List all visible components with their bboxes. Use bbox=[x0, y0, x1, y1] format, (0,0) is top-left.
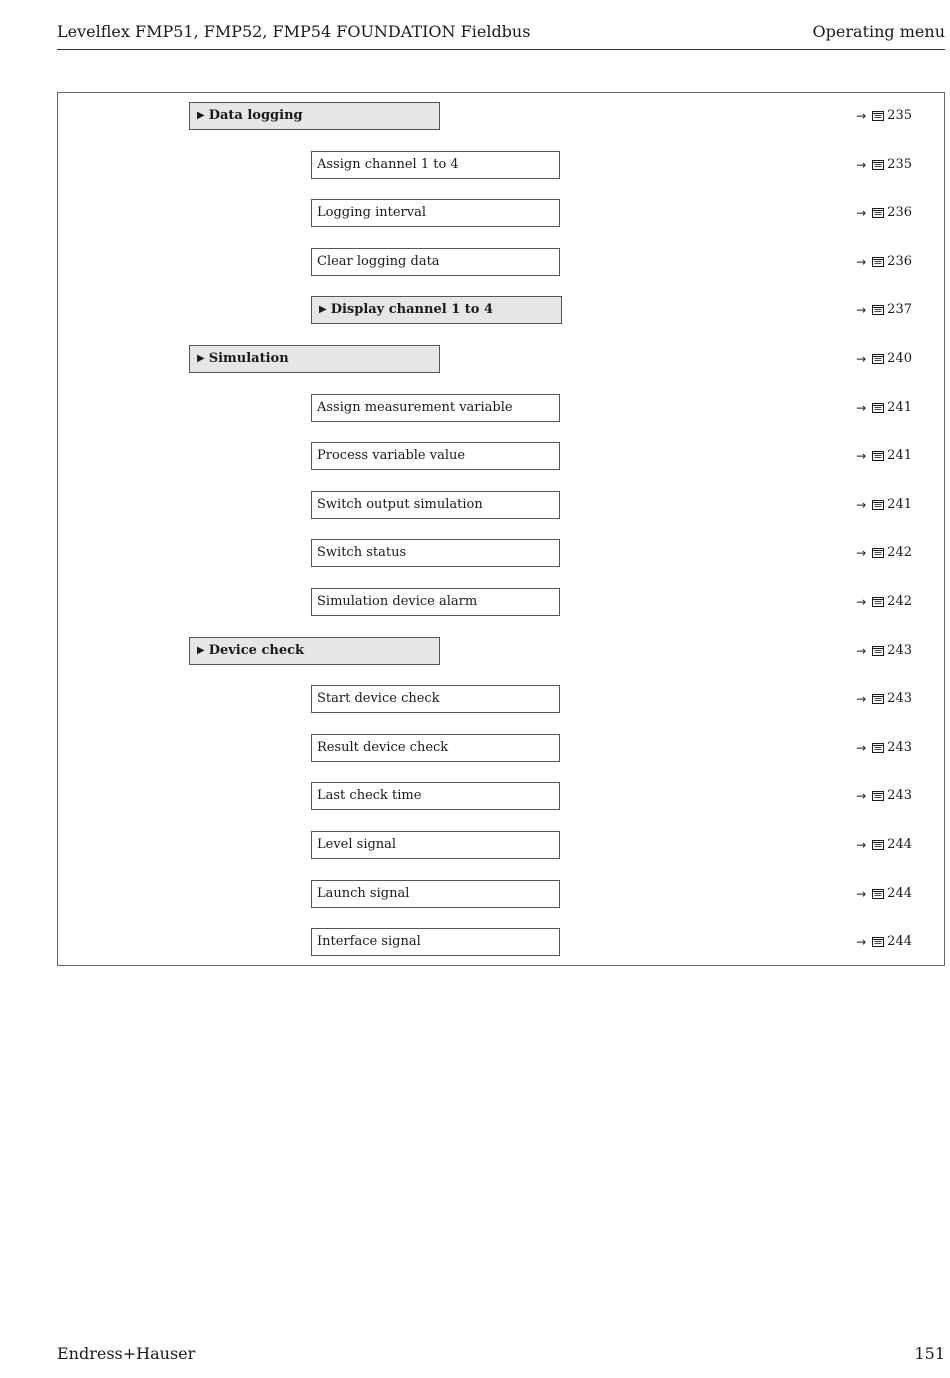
menu-item-label: Process variable value bbox=[317, 448, 466, 463]
parameter-box[interactable] bbox=[311, 928, 560, 956]
page-reference[interactable] bbox=[856, 685, 912, 713]
arrow-right-icon: → bbox=[856, 887, 867, 901]
parameter-box[interactable] bbox=[311, 685, 560, 713]
page-reference-number: 244 bbox=[887, 934, 912, 949]
book-icon bbox=[872, 160, 884, 170]
arrow-right-icon: → bbox=[856, 789, 867, 803]
arrow-right-icon: → bbox=[856, 303, 867, 317]
menu-item-label: Simulation device alarm bbox=[317, 594, 478, 609]
parameter-box[interactable] bbox=[311, 491, 560, 519]
book-icon bbox=[872, 257, 884, 267]
menu-row bbox=[58, 491, 944, 521]
arrow-right-icon: → bbox=[856, 595, 867, 609]
triangle-right-icon: ▶ bbox=[319, 304, 327, 315]
page-reference-number: 237 bbox=[887, 302, 912, 317]
menu-item-label: Start device check bbox=[317, 691, 440, 706]
page-reference[interactable] bbox=[856, 345, 912, 373]
menu-item-label: Result device check bbox=[317, 740, 449, 755]
arrow-right-icon: → bbox=[856, 109, 867, 123]
menu-item-label: Logging interval bbox=[317, 205, 427, 220]
menu-row bbox=[58, 102, 944, 132]
arrow-right-icon: → bbox=[856, 935, 867, 949]
menu-row bbox=[58, 151, 944, 181]
page-reference[interactable] bbox=[856, 831, 912, 859]
page-reference-number: 244 bbox=[887, 837, 912, 852]
menu-item-label: Simulation bbox=[208, 351, 289, 366]
triangle-right-icon: ▶ bbox=[197, 110, 205, 121]
page-reference-number: 236 bbox=[887, 205, 912, 220]
page-reference-number: 242 bbox=[887, 545, 912, 560]
page-reference[interactable] bbox=[856, 394, 912, 422]
book-icon bbox=[872, 840, 884, 850]
parameter-box[interactable] bbox=[311, 199, 560, 227]
arrow-right-icon: → bbox=[856, 206, 867, 220]
menu-row bbox=[58, 248, 944, 278]
menu-row bbox=[58, 539, 944, 569]
arrow-right-icon: → bbox=[856, 158, 867, 172]
menu-row bbox=[58, 880, 944, 910]
menu-item-label: Switch output simulation bbox=[317, 497, 483, 512]
book-icon bbox=[872, 305, 884, 315]
menu-item-label: Launch signal bbox=[317, 886, 410, 901]
book-icon bbox=[872, 403, 884, 413]
parameter-box[interactable] bbox=[311, 588, 560, 616]
menu-item-label: Interface signal bbox=[317, 934, 421, 949]
page-reference[interactable] bbox=[856, 539, 912, 567]
page-reference[interactable] bbox=[856, 296, 912, 324]
page-reference-number: 244 bbox=[887, 886, 912, 901]
page-reference-number: 243 bbox=[887, 691, 912, 706]
submenu-box[interactable] bbox=[189, 345, 440, 373]
page-reference[interactable] bbox=[856, 102, 912, 130]
menu-item-label: Assign channel 1 to 4 bbox=[317, 157, 459, 172]
menu-row bbox=[58, 199, 944, 229]
book-icon bbox=[872, 646, 884, 656]
page-reference-number: 241 bbox=[887, 400, 912, 415]
book-icon bbox=[872, 208, 884, 218]
menu-item-label: Device check bbox=[208, 643, 305, 658]
arrow-right-icon: → bbox=[856, 255, 867, 269]
menu-item-label: Last check time bbox=[317, 788, 422, 803]
menu-row bbox=[58, 928, 944, 958]
book-icon bbox=[872, 500, 884, 510]
book-icon bbox=[872, 111, 884, 121]
page-reference[interactable] bbox=[856, 588, 912, 616]
book-icon bbox=[872, 597, 884, 607]
menu-item-label: Data logging bbox=[208, 108, 303, 123]
menu-item-label: Switch status bbox=[317, 545, 407, 560]
menu-row bbox=[58, 442, 944, 472]
page-reference-number: 241 bbox=[887, 448, 912, 463]
page-reference[interactable] bbox=[856, 199, 912, 227]
arrow-right-icon: → bbox=[856, 498, 867, 512]
parameter-box[interactable] bbox=[311, 782, 560, 810]
book-icon bbox=[872, 743, 884, 753]
menu-item-label: Clear logging data bbox=[317, 254, 440, 269]
arrow-right-icon: → bbox=[856, 838, 867, 852]
page-reference-number: 243 bbox=[887, 740, 912, 755]
page-reference[interactable] bbox=[856, 782, 912, 810]
triangle-right-icon: ▶ bbox=[197, 645, 205, 656]
document-title: Levelflex FMP51, FMP52, FMP54 FOUNDATION Fieldbus bbox=[57, 22, 531, 41]
page-reference[interactable] bbox=[856, 491, 912, 519]
page-reference-number: 243 bbox=[887, 643, 912, 658]
menu-row bbox=[58, 296, 944, 326]
book-icon bbox=[872, 889, 884, 899]
page-reference[interactable] bbox=[856, 151, 912, 179]
page-reference-number: 236 bbox=[887, 254, 912, 269]
parameter-box[interactable] bbox=[311, 831, 560, 859]
parameter-box[interactable] bbox=[311, 734, 560, 762]
arrow-right-icon: → bbox=[856, 741, 867, 755]
page-reference[interactable] bbox=[856, 734, 912, 762]
menu-item-label: Assign measurement variable bbox=[317, 400, 513, 415]
page-reference-number: 241 bbox=[887, 497, 912, 512]
page-number: 151 bbox=[914, 1344, 945, 1363]
page-reference[interactable] bbox=[856, 928, 912, 956]
parameter-box[interactable] bbox=[311, 394, 560, 422]
parameter-box[interactable] bbox=[311, 539, 560, 567]
arrow-right-icon: → bbox=[856, 546, 867, 560]
page-reference-number: 235 bbox=[887, 157, 912, 172]
page-reference-number: 235 bbox=[887, 108, 912, 123]
arrow-right-icon: → bbox=[856, 352, 867, 366]
menu-item-label: Level signal bbox=[317, 837, 397, 852]
book-icon bbox=[872, 548, 884, 558]
arrow-right-icon: → bbox=[856, 401, 867, 415]
menu-row bbox=[58, 685, 944, 715]
arrow-right-icon: → bbox=[856, 692, 867, 706]
submenu-box[interactable] bbox=[311, 296, 562, 324]
parameter-box[interactable] bbox=[311, 248, 560, 276]
submenu-box[interactable] bbox=[189, 637, 440, 665]
menu-item-label: Display channel 1 to 4 bbox=[330, 302, 494, 317]
menu-row bbox=[58, 637, 944, 667]
section-title: Operating menu bbox=[812, 22, 945, 41]
menu-row bbox=[58, 734, 944, 764]
page-reference[interactable] bbox=[856, 637, 912, 665]
arrow-right-icon: → bbox=[856, 449, 867, 463]
menu-row bbox=[58, 345, 944, 375]
menu-tree-frame bbox=[57, 92, 945, 966]
arrow-right-icon: → bbox=[856, 644, 867, 658]
book-icon bbox=[872, 451, 884, 461]
page-reference-number: 243 bbox=[887, 788, 912, 803]
book-icon bbox=[872, 937, 884, 947]
menu-row bbox=[58, 394, 944, 424]
page-reference[interactable] bbox=[856, 248, 912, 276]
parameter-box[interactable] bbox=[311, 442, 560, 470]
page-reference-number: 240 bbox=[887, 351, 912, 366]
book-icon bbox=[872, 694, 884, 704]
menu-row bbox=[58, 782, 944, 812]
page-reference-number: 242 bbox=[887, 594, 912, 609]
page-reference[interactable] bbox=[856, 442, 912, 470]
menu-row bbox=[58, 588, 944, 618]
triangle-right-icon: ▶ bbox=[197, 353, 205, 364]
parameter-box[interactable] bbox=[311, 880, 560, 908]
book-icon bbox=[872, 791, 884, 801]
page-reference[interactable] bbox=[856, 880, 912, 908]
header-divider bbox=[57, 49, 945, 50]
menu-row bbox=[58, 831, 944, 861]
book-icon bbox=[872, 354, 884, 364]
parameter-box[interactable] bbox=[311, 151, 560, 179]
submenu-box[interactable] bbox=[189, 102, 440, 130]
company-name: Endress+Hauser bbox=[57, 1344, 196, 1363]
